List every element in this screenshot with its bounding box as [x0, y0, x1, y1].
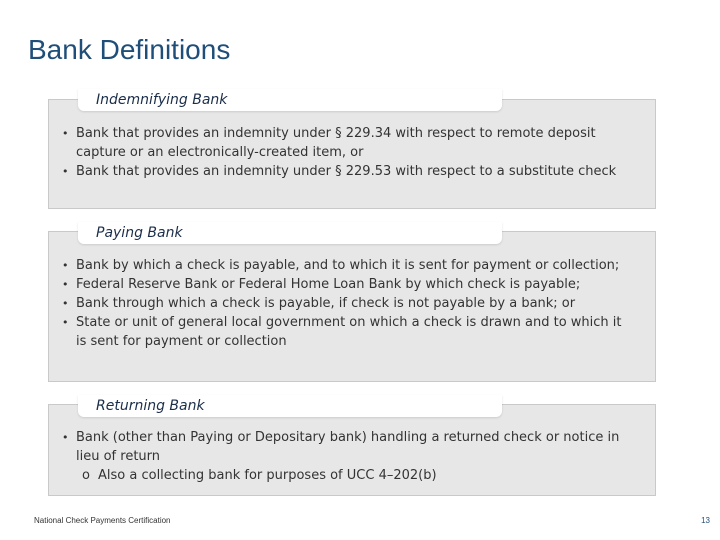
list-item: [62, 256, 622, 275]
page-number: 13: [701, 516, 710, 525]
list-item: [62, 313, 622, 351]
list-item-text: Bank that provides an indemnity under § 229.53 with respect to a substitute check: [76, 164, 617, 179]
page-title: Bank Definitions: [28, 34, 231, 65]
bullet-icon: •: [62, 316, 69, 329]
section-heading-label: Returning Bank: [96, 398, 205, 414]
footer-text: National Check Payments Certification: [34, 516, 171, 525]
section-content: [62, 124, 622, 181]
list-item: [62, 294, 622, 313]
bullet-icon: •: [62, 127, 69, 140]
bullet-icon: •: [62, 431, 69, 444]
list-item-text: State or unit of general local government on which a check is drawn and to which it is sent for payment or collection: [76, 315, 622, 349]
list-item: [62, 162, 622, 181]
bullet-icon: •: [62, 259, 69, 272]
sub-list-item-text: Also a collecting bank for purposes of UCC 4–202(b): [98, 468, 437, 483]
bullet-icon: •: [62, 297, 69, 310]
section-content: [62, 256, 622, 351]
list-item: [62, 124, 622, 162]
list-item-text: Bank (other than Paying or Depositary bank) handling a returned check or notice in lieu of return: [76, 430, 620, 464]
list-item-text: Bank that provides an indemnity under § 229.34 with respect to remote deposit capture or an electronically-created item, or: [76, 126, 596, 160]
section-content: [62, 428, 622, 485]
list-item-text: Federal Reserve Bank or Federal Home Loan Bank by which check is payable;: [76, 277, 581, 292]
sub-list-item: [62, 466, 622, 485]
section-heading: [78, 395, 502, 417]
bullet-icon: •: [62, 165, 69, 178]
list-item-text: Bank by which a check is payable, and to which it is sent for payment or collection;: [76, 258, 620, 273]
list-item: [62, 275, 622, 294]
bullet-icon: •: [62, 278, 69, 291]
section-heading-label: Indemnifying Bank: [96, 92, 228, 108]
section-heading: [78, 222, 502, 244]
section-heading: [78, 89, 502, 111]
list-item: [62, 428, 622, 466]
sub-bullet-marker: o: [82, 468, 90, 483]
section-heading-label: Paying Bank: [96, 225, 183, 241]
list-item-text: Bank through which a check is payable, if check is not payable by a bank; or: [76, 296, 576, 311]
